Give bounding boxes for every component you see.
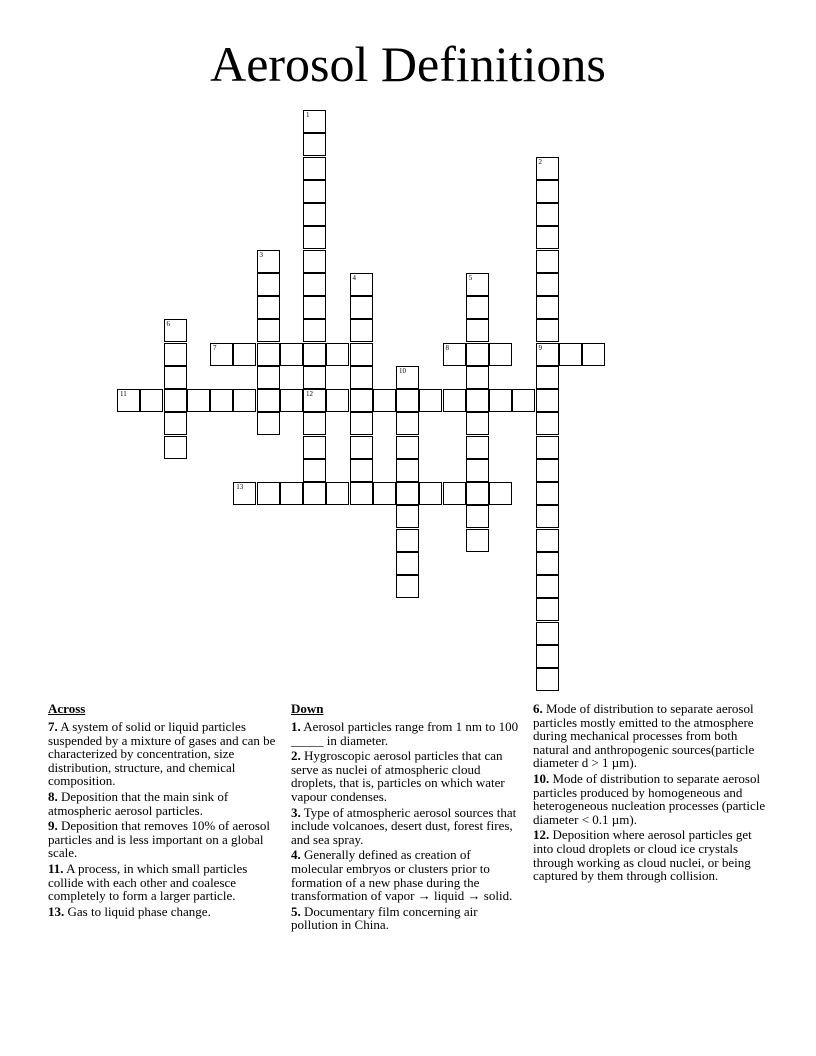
clue-number: 4. [291,847,301,863]
cell-number: 13 [236,483,244,491]
grid-cell[interactable] [396,459,419,482]
grid-cell[interactable] [419,482,442,505]
grid-cell[interactable] [536,436,559,459]
grid-cell[interactable] [466,529,489,552]
grid-cell[interactable] [536,157,559,180]
grid-cell[interactable] [303,110,326,133]
clue-item [48,790,282,817]
clue-item [48,862,282,903]
down-heading: Down [291,701,324,716]
grid-cell[interactable] [326,389,349,412]
grid-cell[interactable] [257,389,280,412]
grid-cell[interactable] [187,389,210,412]
clue-item [291,720,525,747]
grid-cell[interactable] [350,436,373,459]
grid-cell[interactable] [210,343,233,366]
cell-number: 12 [306,390,313,398]
grid-cell[interactable] [536,598,559,621]
grid-cell[interactable] [257,412,280,435]
clue-text: Hygroscopic aerosol particles that can serve as nuclei of atmospheric cloud droplets, that is, particles on which water vapour condenses. [291,748,505,804]
grid-cell[interactable] [303,250,326,273]
clue-text: Mode of distribution to separate aerosol particles produced by homogeneous and heterogeneous nucleation processes (particle diameter < 0.1 µm). [533,770,766,827]
cell-number: 1 [306,111,310,119]
grid-cell[interactable] [466,296,489,319]
grid-cell[interactable] [396,412,419,435]
grid-cell[interactable] [303,180,326,203]
clue-number: 12. [533,827,550,843]
grid-cell[interactable] [443,343,466,366]
grid-cell[interactable] [350,343,373,366]
grid-cell[interactable] [326,482,349,505]
clue-number: 6. [533,701,543,716]
grid-cell[interactable] [164,343,187,366]
grid-cell[interactable] [303,482,326,505]
grid-cell[interactable] [489,482,512,505]
grid-cell[interactable] [303,319,326,342]
clue-item [48,905,282,919]
grid-cell[interactable] [466,436,489,459]
cell-number: 9 [538,343,542,352]
grid-cell[interactable] [466,366,489,389]
clue-item [48,819,282,860]
grid-cell[interactable] [303,203,326,226]
grid-cell[interactable] [536,180,559,203]
clue-number: 5. [291,903,301,919]
clue-text: A process, in which small particles collide with each other and coalesce completely to form a larger particle. [48,860,248,904]
grid-cell[interactable] [164,389,187,412]
clue-number: 2. [291,748,301,764]
clue-text: Mode of distribution to separate aerosol particles mostly emitted to the atmosphere during mechanical processes from both natural and anthropogenic sources(particle diameter d > 1 µm). [533,701,755,771]
grid-cell[interactable] [536,575,559,598]
grid-cell[interactable] [350,273,373,296]
grid-cell[interactable] [536,529,559,552]
grid-cell[interactable] [280,482,303,505]
grid-cell[interactable] [466,505,489,528]
grid-cell[interactable] [280,389,303,412]
grid-cell[interactable] [536,203,559,226]
grid-cell[interactable] [396,436,419,459]
clue-text: Generally defined as creation of molecular embryos or clusters prior to formation of a new phase during the transformation of vapor → liquid → solid. [291,847,513,904]
grid-cell[interactable] [373,389,396,412]
grid-cell[interactable] [536,366,559,389]
grid-cell[interactable] [512,389,535,412]
grid-cell[interactable] [466,389,489,412]
clue-text: Documentary film concerning air pollution in China. [291,903,478,933]
clue-number: 8. [48,788,58,804]
grid-cell[interactable] [164,319,187,342]
cell-number: 6 [166,320,170,329]
grid-cell[interactable] [536,273,559,296]
down-clues-column-2 [533,702,771,885]
clue-text: Type of atmospheric aerosol sources that include volcanoes, desert dust, forest fires, and sea spray. [291,804,517,847]
grid-cell[interactable] [303,133,326,156]
grid-cell[interactable] [536,226,559,249]
grid-cell[interactable] [350,319,373,342]
grid-cell[interactable] [303,157,326,180]
grid-cell[interactable] [582,343,605,366]
clue-item [48,720,282,788]
grid-cell[interactable] [466,319,489,342]
clue-number: 1. [291,719,301,734]
clue-number: 10. [533,770,550,786]
grid-cell[interactable] [536,389,559,412]
grid-cell[interactable] [396,575,419,598]
grid-cell[interactable] [257,482,280,505]
clue-text: Gas to liquid phase change. [64,903,211,919]
grid-cell[interactable] [303,412,326,435]
grid-cell[interactable] [536,645,559,668]
cell-number: 11 [120,390,127,398]
grid-cell[interactable] [396,552,419,575]
grid-cell[interactable] [396,366,419,389]
grid-cell[interactable] [257,273,280,296]
grid-cell[interactable] [536,622,559,645]
clue-item [533,702,771,770]
clue-item [533,772,771,826]
grid-cell[interactable] [489,343,512,366]
grid-cell[interactable] [233,482,256,505]
grid-cell[interactable] [117,389,140,412]
grid-cell[interactable] [536,459,559,482]
clue-text: Deposition that the main sink of atmospheric aerosol particles. [48,788,229,818]
grid-cell[interactable] [303,296,326,319]
grid-cell[interactable] [233,343,256,366]
clue-number: 11. [48,860,64,876]
clue-text: Deposition that removes 10% of aerosol particles and is less important on a global scale. [48,818,271,861]
grid-cell[interactable] [257,296,280,319]
grid-cell[interactable] [536,482,559,505]
grid-cell[interactable] [257,319,280,342]
cell-number: 5 [468,273,473,282]
grid-cell[interactable] [559,343,582,366]
clue-number: 9. [48,818,58,834]
down-clues-column-1 [291,702,525,934]
grid-cell[interactable] [350,482,373,505]
cell-number: 2 [538,157,542,166]
grid-cell[interactable] [257,366,280,389]
grid-cell[interactable] [466,459,489,482]
grid-cell[interactable] [350,412,373,435]
grid-cell[interactable] [443,389,466,412]
grid-cell[interactable] [210,389,233,412]
grid-cell[interactable] [466,482,489,505]
clue-text: Aerosol particles range from 1 nm to 100 _____ in diameter. [291,719,519,748]
grid-cell[interactable] [536,505,559,528]
grid-cell[interactable] [536,296,559,319]
cell-number: 3 [259,250,263,259]
grid-cell[interactable] [303,343,326,366]
grid-cell[interactable] [326,343,349,366]
grid-cell[interactable] [419,389,442,412]
grid-cell[interactable] [350,296,373,319]
grid-cell[interactable] [536,552,559,575]
grid-cell[interactable] [536,319,559,342]
cell-number: 4 [352,273,356,282]
grid-cell[interactable] [536,343,559,366]
grid-cell[interactable] [303,273,326,296]
clue-text: A system of solid or liquid particles suspended by a mixture of gases and can be characterized by concentration, size distribution, structure, and chemical composition. [48,719,276,789]
across-heading: Across [48,701,86,716]
clue-number: 3. [291,804,301,820]
grid-cell[interactable] [396,505,419,528]
grid-cell[interactable] [164,366,187,389]
grid-cell[interactable] [396,529,419,552]
grid-cell[interactable] [466,343,489,366]
cell-number: 7 [213,343,217,352]
grid-cell[interactable] [257,250,280,273]
grid-cell[interactable] [350,389,373,412]
grid-cell[interactable] [164,436,187,459]
grid-cell[interactable] [257,343,280,366]
grid-cell[interactable] [489,389,512,412]
grid-cell[interactable] [466,412,489,435]
grid-cell[interactable] [396,482,419,505]
clue-item [291,806,525,847]
grid-cell[interactable] [280,343,303,366]
cell-number: 10 [399,366,406,375]
clue-item [291,749,525,803]
grid-cell[interactable] [373,482,396,505]
grid-cell[interactable] [303,226,326,249]
grid-cell[interactable] [396,389,419,412]
clue-item [291,848,525,902]
grid-cell[interactable] [536,250,559,273]
clue-item [533,828,771,882]
grid-cell[interactable] [443,482,466,505]
across-clues [48,702,282,920]
clue-number: 13. [48,903,65,919]
grid-cell[interactable] [303,366,326,389]
clue-item [291,905,525,932]
grid-cell[interactable] [350,459,373,482]
page-title: Aerosol Definitions [210,36,606,92]
clue-text: Deposition where aerosol particles get into cloud droplets or cloud ice crystals through working as cloud nuclei, or being captured by them through collision. [533,827,752,884]
grid-cell[interactable] [140,389,163,412]
grid-cell[interactable] [303,389,326,412]
grid-cell[interactable] [536,668,559,691]
clue-number: 7. [48,719,58,734]
grid-cell[interactable] [466,273,489,296]
grid-cell[interactable] [164,412,187,435]
grid-cell[interactable] [303,436,326,459]
grid-cell[interactable] [233,389,256,412]
grid-cell[interactable] [536,412,559,435]
cell-number: 8 [445,343,449,352]
grid-cell[interactable] [303,459,326,482]
grid-cell[interactable] [350,366,373,389]
